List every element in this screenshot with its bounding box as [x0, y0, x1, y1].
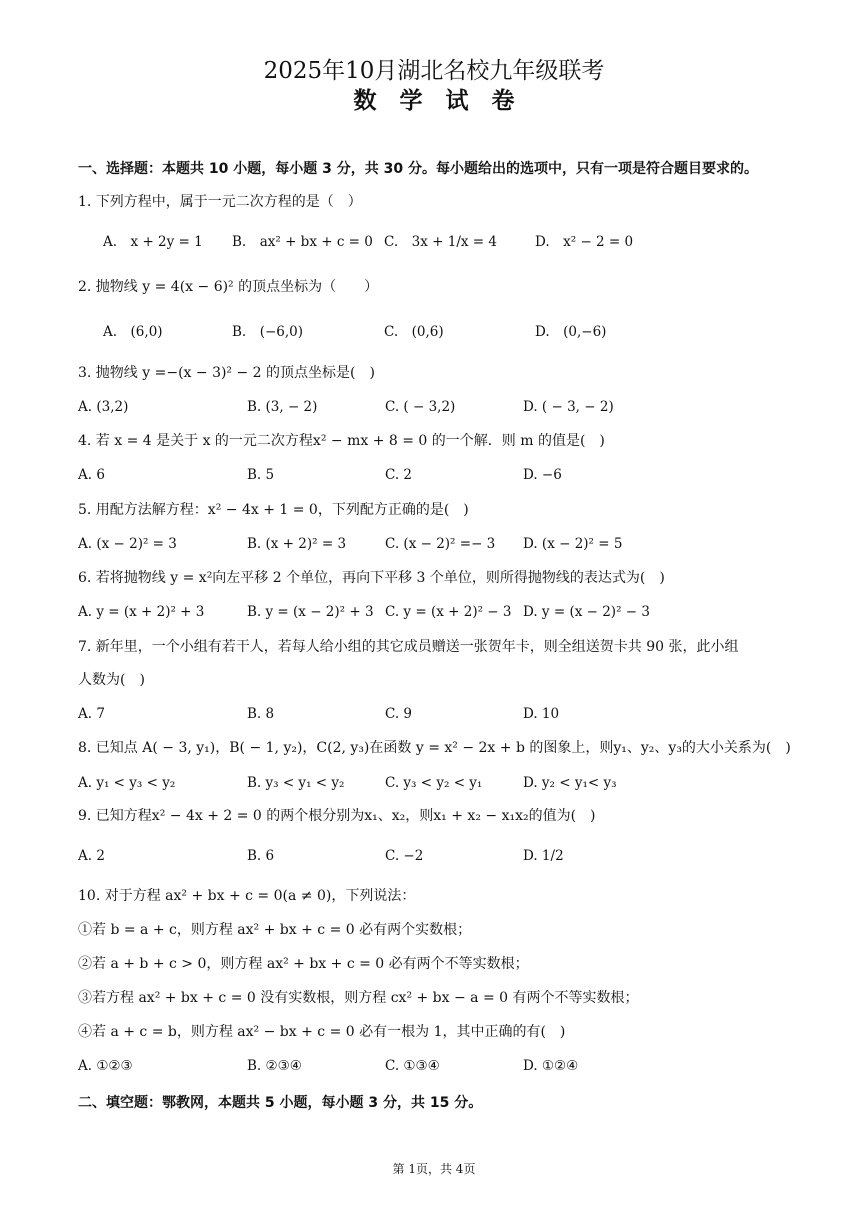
- q8-option-d: D. y₂ < y₁< y₃: [523, 775, 617, 791]
- q2-option-c: C. (0,6): [384, 324, 444, 340]
- q3-option-a: A. (3,2): [78, 399, 129, 415]
- q6-option-c: C. y = (x + 2)² − 3: [385, 604, 512, 620]
- q5-option-a: A. (x − 2)² = 3: [78, 536, 177, 552]
- q5-option-c: C. (x − 2)² =− 3: [385, 536, 496, 552]
- exam-title: 2025年10月湖北名校九年级联考: [263, 58, 605, 84]
- q6-option-a: A. y = (x + 2)² + 3: [78, 604, 205, 620]
- q1-option-c: C. 3x + 1/x = 4: [384, 234, 497, 250]
- question-3-stem: 3. 抛物线 y =−(x − 3)² − 2 的顶点坐标是( ): [78, 365, 375, 381]
- q4-option-c: C. 2: [385, 467, 413, 483]
- question-5-stem: 5. 用配方法解方程：x² − 4x + 1 = 0，下列配方正确的是( ): [78, 502, 469, 518]
- q1-option-b: B. ax² + bx + c = 0: [232, 234, 373, 250]
- q1-option-d: D. x² − 2 = 0: [535, 234, 634, 250]
- q4-option-a: A. 6: [78, 467, 105, 483]
- q3-option-b: B. (3, − 2): [247, 399, 318, 415]
- section2-heading: 二、填空题：鄂教网，本题共 5 小题，每小题 3 分，共 15 分。: [78, 1095, 483, 1111]
- q10-option-a: A. ①②③: [78, 1058, 133, 1074]
- q1-option-a: A. x + 2y = 1: [103, 234, 203, 250]
- q2-option-a: A. (6,0): [103, 324, 163, 340]
- question-10-stem: 10. 对于方程 ax² + bx + c = 0(a ≠ 0)，下列说法：: [78, 888, 416, 904]
- q3-option-c: C. ( − 3,2): [385, 399, 456, 415]
- q6-option-d: D. y = (x − 2)² − 3: [523, 604, 650, 620]
- q9-option-d: D. 1/2: [523, 848, 564, 864]
- q5-option-d: D. (x − 2)² = 5: [523, 536, 623, 552]
- q9-option-c: C. −2: [385, 848, 424, 864]
- question-7-stem-cont: 人数为( ): [78, 672, 145, 688]
- question-1-stem: 1. 下列方程中，属于一元二次方程的是（ ）: [78, 194, 362, 210]
- section1-heading: 一、选择题：本题共 10 小题，每小题 3 分，共 30 分。每小题给出的选项中，只有一项是符合题目要求的。: [78, 161, 758, 177]
- page-number: 第 1页，共 4页: [392, 1162, 476, 1176]
- q2-option-d: D. (0,−6): [535, 324, 607, 340]
- q5-option-b: B. (x + 2)² = 3: [247, 536, 347, 552]
- q10-option-d: D. ①②④: [523, 1058, 579, 1074]
- q2-option-b: B. (−6,0): [232, 324, 304, 340]
- q10-statement-2: ②若 a + b + c > 0，则方程 ax² + bx + c = 0 必有两个不等实数根；: [78, 956, 529, 972]
- question-9-stem: 9. 已知方程x² − 4x + 2 = 0 的两个根分别为x₁、x₂，则x₁ + x₂ − x₁x₂的值为( ): [78, 808, 596, 824]
- q9-option-a: A. 2: [78, 848, 105, 864]
- q10-option-b: B. ②③④: [247, 1058, 302, 1074]
- q10-statement-1: ①若 b = a + c，则方程 ax² + bx + c = 0 必有两个实数根；: [78, 922, 472, 938]
- q6-option-b: B. y = (x − 2)² + 3: [247, 604, 374, 620]
- question-7-stem: 7. 新年里，一个小组有若干人，若每人给小组的其它成员赠送一张贺年卡，则全组送贺卡共 90 张，此小组: [78, 639, 739, 655]
- q7-option-b: B. 8: [247, 706, 275, 722]
- question-2-stem: 2. 抛物线 y = 4(x − 6)² 的顶点坐标为（ ）: [78, 279, 379, 295]
- q8-option-b: B. y₃ < y₁ < y₂: [247, 775, 345, 791]
- q3-option-d: D. ( − 3, − 2): [523, 399, 614, 415]
- q4-option-b: B. 5: [247, 467, 275, 483]
- q7-option-d: D. 10: [523, 706, 560, 722]
- q8-option-c: C. y₃ < y₂ < y₁: [385, 775, 483, 791]
- question-6-stem: 6. 若将抛物线 y = x²向左平移 2 个单位，再向下平移 3 个单位，则所得抛物线的表达式为( ): [78, 570, 665, 586]
- q8-option-a: A. y₁ < y₃ < y₂: [78, 775, 176, 791]
- exam-subject: 数学试卷: [353, 88, 538, 114]
- q10-statement-4: ④若 a + c = b，则方程 ax² − bx + c = 0 必有一根为 1，其中正确的有( ): [78, 1024, 566, 1040]
- q7-option-a: A. 7: [78, 706, 105, 722]
- q10-statement-3: ③若方程 ax² + bx + c = 0 没有实数根，则方程 cx² + bx − a = 0 有两个不等实数根；: [78, 990, 639, 1006]
- q7-option-c: C. 9: [385, 706, 413, 722]
- question-4-stem: 4. 若 x = 4 是关于 x 的一元二次方程x² − mx + 8 = 0 的一个解．则 m 的值是( ): [78, 433, 605, 449]
- q4-option-d: D. −6: [523, 467, 562, 483]
- q10-option-c: C. ①③④: [385, 1058, 440, 1074]
- question-8-stem: 8. 已知点 A( − 3, y₁)，B( − 1, y₂)，C(2, y₃)在函数 y = x² − 2x + b 的图象上，则y₁、y₂、y₃的大小关系为( ): [78, 740, 791, 756]
- q9-option-b: B. 6: [247, 848, 275, 864]
